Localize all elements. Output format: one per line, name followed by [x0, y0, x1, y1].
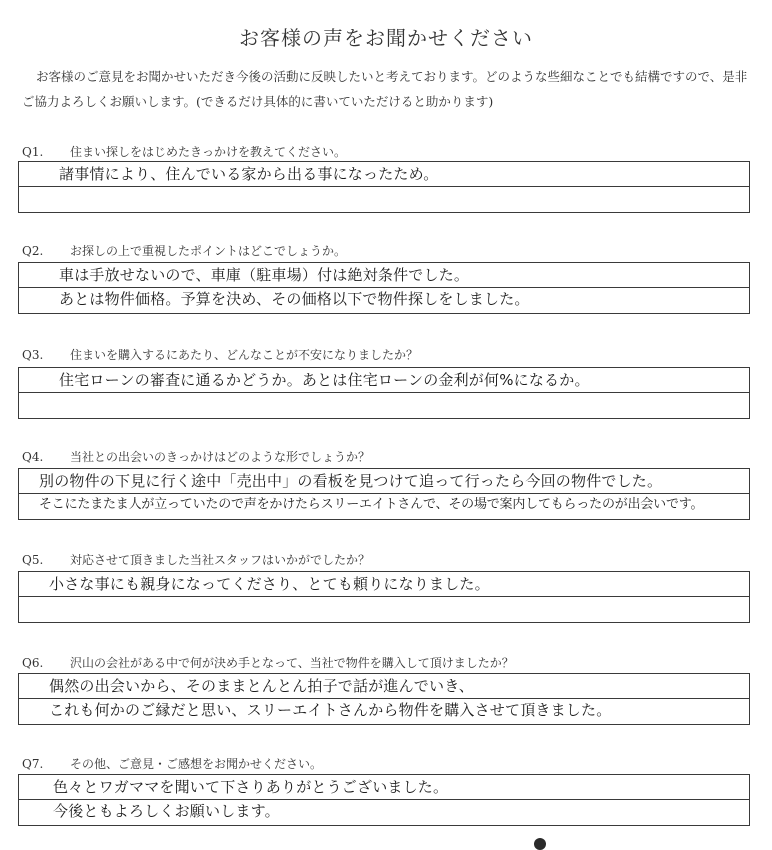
- question-text: 対応させて頂きました当社スタッフはいかがでしたか？: [70, 553, 371, 567]
- question-6-label: [22, 654, 514, 671]
- handwritten-answer-line: 偶然の出会いから、そのままとんとん拍子で話が進んでいき、: [49, 677, 475, 695]
- question-number: Q7.: [22, 757, 44, 771]
- handwritten-answer-line: 小さな事にも親身になってくださり、とても頼りになりました。: [49, 575, 490, 593]
- handwritten-answer-line: あとは物件価格。予算を決め、その価格以下で物件探しをしました。: [59, 290, 530, 308]
- question-7-label: [22, 755, 322, 772]
- question-text: 当社との出会いのきっかけはどのような形でしょうか？: [70, 450, 371, 464]
- handwritten-answer-line: 今後ともよろしくお願いします。: [53, 802, 280, 820]
- handwritten-answer-line: これも何かのご縁だと思い、スリーエイトさんから物件を購入させて頂きました。: [49, 701, 612, 719]
- question-4-label: [22, 448, 370, 465]
- question-2-label: [22, 242, 346, 259]
- ruled-line: [19, 596, 749, 597]
- question-number: Q3.: [22, 348, 44, 362]
- answer-box-3: [18, 367, 750, 419]
- question-number: Q6.: [22, 656, 44, 670]
- question-1-label: [22, 143, 346, 160]
- page-title: お客様の声をお聞かせください: [239, 26, 533, 50]
- question-number: Q4.: [22, 450, 44, 464]
- question-text: その他、ご意見・ご感想をお聞かせください。: [70, 757, 323, 771]
- handwritten-answer-line: 諸事情により、住んでいる家から出る事になったため。: [59, 165, 439, 183]
- handwritten-answer-line: 車は手放せないので、車庫（駐車場）付は絶対条件でした。: [59, 266, 470, 284]
- question-5-label: [22, 551, 370, 568]
- question-text: 住まいを購入するにあたり、どんなことが不安になりましたか？: [70, 348, 419, 362]
- question-text: 沢山の会社がある中で何が決め手となって、当社で物件を購入して頂けましたか？: [70, 656, 514, 670]
- answer-box-6: [18, 673, 750, 725]
- handwritten-answer-line: そこにたまたま人が立っていたので声をかけたらスリーエイトさんで、その場で案内してもらったのが出会いです。: [39, 497, 704, 512]
- answer-box-5: [18, 571, 750, 623]
- intro-text: お客様のご意見をお聞かせいただき今後の活動に反映したいと考えております。どのような些細なことでも結構ですので、是非ご協力よろしくお願いします。(できるだけ具体的に書いていただけると助かります): [22, 69, 748, 109]
- answer-box-4: [18, 468, 750, 520]
- question-text: 住まい探しをはじめたきっかけを教えてください。: [70, 145, 347, 159]
- handwritten-answer-line: 別の物件の下見に行く途中「売出中」の看板を見つけて追って行ったら今回の物件でした。: [39, 472, 663, 490]
- handwritten-answer-line: 色々とワガママを聞いて下さりありがとうございました。: [53, 778, 449, 796]
- ink-mark: [534, 838, 546, 850]
- question-number: Q2.: [22, 244, 44, 258]
- question-text: お探しの上で重視したポイントはどこでしょうか。: [70, 244, 347, 258]
- handwritten-answer-line: 住宅ローンの審査に通るかどうか。あとは住宅ローンの金利が何%になるか。: [59, 371, 590, 389]
- ruled-line: [19, 392, 749, 393]
- answer-box-1: [18, 161, 750, 213]
- question-number: Q5.: [22, 553, 44, 567]
- answer-box-2: [18, 262, 750, 314]
- answer-box-7: [18, 774, 750, 826]
- question-number: Q1.: [22, 145, 44, 159]
- ruled-line: [19, 186, 749, 187]
- question-3-label: [22, 346, 418, 363]
